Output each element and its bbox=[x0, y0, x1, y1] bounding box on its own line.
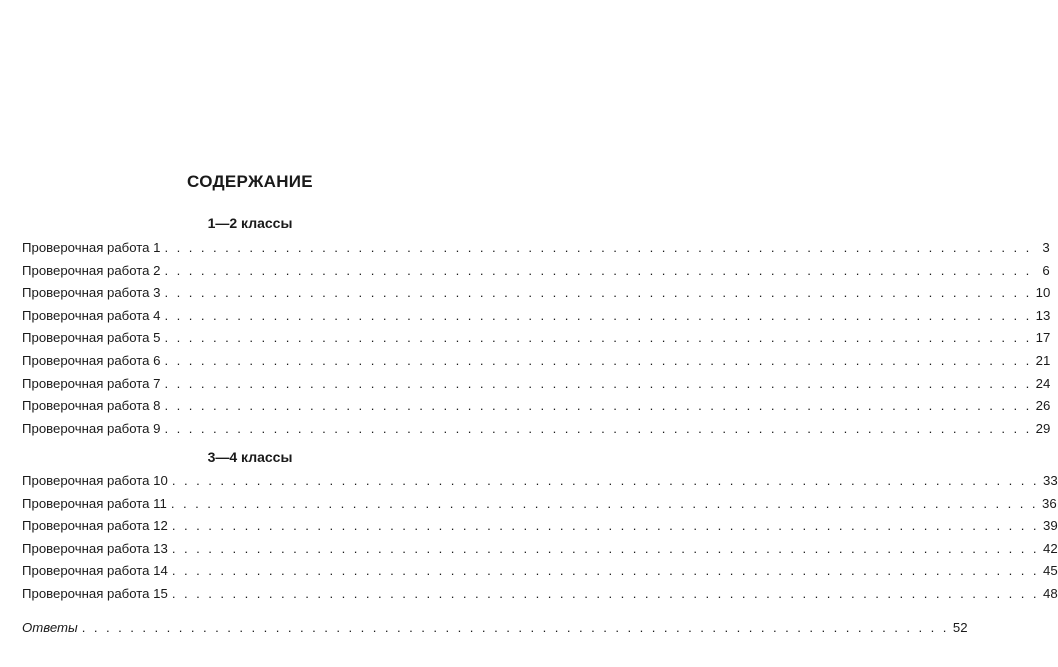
toc-entry-page-number: 42 bbox=[1042, 540, 1058, 556]
toc-entry bbox=[22, 538, 1058, 561]
toc-entry-label: Ответы bbox=[22, 620, 78, 635]
toc-entry bbox=[22, 583, 1058, 606]
dot-leader: . . . . . . . . . . . . . . . . . . . . . . . . . . . . . . . . . . . . . . . . . . . . . . . . . . . . . . . . . . . . . . . . . . . . . . . . bbox=[164, 330, 1032, 346]
toc-entry bbox=[22, 305, 1051, 328]
toc-entry bbox=[22, 327, 1051, 350]
toc-entry-page-number: 29 bbox=[1035, 420, 1051, 436]
dot-leader: . . . . . . . . . . . . . . . . . . . . . . . . . . . . . . . . . . . . . . . . . . . . . . . . . . . . . . . . . . . . . . . . . . . . . . . . bbox=[164, 352, 1032, 368]
section-heading-grades-3-4: 3—4 классы bbox=[207, 449, 293, 465]
toc-entry-label: Проверочная работа 11 bbox=[22, 495, 167, 511]
toc-entry-page-number: 3 bbox=[1042, 240, 1050, 255]
toc-entry-page-number: 21 bbox=[1035, 352, 1051, 368]
toc-entry bbox=[22, 493, 1057, 516]
toc-entry-page-number: 26 bbox=[1035, 398, 1051, 414]
toc-entry-page-number: 36 bbox=[1042, 495, 1057, 511]
toc-entry-label: Проверочная работа 4 bbox=[22, 307, 161, 323]
toc-entry-page-number: 24 bbox=[1035, 375, 1051, 391]
dot-leader: . . . . . . . . . . . . . . . . . . . . . . . . . . . . . . . . . . . . . . . . . . . . . . . . . . . . . . . . . . . . . . . . . . . . . . . . bbox=[164, 240, 1032, 255]
toc-entry-page-number: 6 bbox=[1042, 262, 1050, 278]
toc-entry bbox=[22, 515, 1058, 538]
toc-entry-label: Проверочная работа 15 bbox=[22, 585, 168, 601]
toc-entry-page-number: 39 bbox=[1042, 518, 1058, 534]
toc-entry bbox=[22, 395, 1051, 418]
toc-entry-label: Проверочная работа 3 bbox=[22, 285, 161, 301]
toc-entry-label: Проверочная работа 5 bbox=[22, 330, 161, 346]
toc-list-grades-1-2 bbox=[22, 237, 1051, 440]
toc-entry-page-number: 17 bbox=[1035, 330, 1051, 346]
toc-entry bbox=[22, 282, 1051, 305]
toc-list-answers bbox=[22, 617, 968, 640]
toc-entry-label: Проверочная работа 6 bbox=[22, 352, 161, 368]
toc-entry bbox=[22, 350, 1051, 373]
dot-leader: . . . . . . . . . . . . . . . . . . . . . . . . . . . . . . . . . . . . . . . . . . . . . . . . . . . . . . . . . . . . . . . . . . . . . . . . bbox=[164, 307, 1032, 323]
toc-entry bbox=[22, 560, 1058, 583]
toc-entry-label: Проверочная работа 13 bbox=[22, 540, 168, 556]
toc-entry-label: Проверочная работа 7 bbox=[22, 375, 161, 391]
toc-entry-page-number: 33 bbox=[1042, 473, 1058, 488]
toc-entry-page-number: 13 bbox=[1035, 307, 1051, 323]
section-heading-grades-1-2: 1—2 классы bbox=[207, 215, 293, 231]
dot-leader: . . . . . . . . . . . . . . . . . . . . . . . . . . . . . . . . . . . . . . . . . . . . . . . . . . . . . . . . . . . . . . . . . . . . . . . . bbox=[164, 262, 1032, 278]
toc-entry-label: Проверочная работа 14 bbox=[22, 563, 168, 579]
toc-entry-label: Проверочная работа 12 bbox=[22, 518, 168, 534]
toc-entry-label: Проверочная работа 10 bbox=[22, 473, 168, 488]
dot-leader: . . . . . . . . . . . . . . . . . . . . . . . . . . . . . . . . . . . . . . . . . . . . . . . . . . . . . . . . . . . . . . . . . . . . . . . . bbox=[171, 518, 1039, 534]
dot-leader: . . . . . . . . . . . . . . . . . . . . . . . . . . . . . . . . . . . . . . . . . . . . . . . . . . . . . . . . . . . . . . . . . . . . . . . . bbox=[171, 540, 1039, 556]
toc-entry-label: Проверочная работа 2 bbox=[22, 262, 161, 278]
toc-entry-label: Проверочная работа 1 bbox=[22, 240, 161, 255]
toc-entry bbox=[22, 373, 1051, 396]
toc-entry-page-number: 48 bbox=[1042, 585, 1058, 601]
toc-entry-label: Проверочная работа 8 bbox=[22, 398, 161, 414]
page-title: СОДЕРЖАНИЕ bbox=[187, 172, 313, 191]
toc-entry-page-number: 45 bbox=[1042, 563, 1058, 579]
dot-leader: . . . . . . . . . . . . . . . . . . . . . . . . . . . . . . . . . . . . . . . . . . . . . . . . . . . . . . . . . . . . . . . . . . . . . . . . bbox=[164, 420, 1032, 436]
dot-leader: . . . . . . . . . . . . . . . . . . . . . . . . . . . . . . . . . . . . . . . . . . . . . . . . . . . . . . . . . . . . . . . . . . . . . . . . bbox=[171, 563, 1039, 579]
dot-leader: . . . . . . . . . . . . . . . . . . . . . . . . . . . . . . . . . . . . . . . . . . . . . . . . . . . . . . . . . . . . . . . . . . . . . . . . bbox=[164, 398, 1032, 414]
toc-entry bbox=[22, 237, 1050, 260]
toc-entry bbox=[22, 418, 1051, 441]
toc-entry-page-number: 10 bbox=[1035, 285, 1051, 301]
toc-entry bbox=[22, 470, 1058, 493]
dot-leader: . . . . . . . . . . . . . . . . . . . . . . . . . . . . . . . . . . . . . . . . . . . . . . . . . . . . . . . . . . . . . . . . . . . . . . . . bbox=[171, 473, 1039, 488]
dot-leader: . . . . . . . . . . . . . . . . . . . . . . . . . . . . . . . . . . . . . . . . . . . . . . . . . . . . . . . . . . . . . . . . . . . . . . . . bbox=[164, 375, 1032, 391]
dot-leader: . . . . . . . . . . . . . . . . . . . . . . . . . . . . . . . . . . . . . . . . . . . . . . . . . . . . . . . . . . . . . . . . . . . . . . . . bbox=[171, 585, 1039, 601]
toc-entry bbox=[22, 617, 968, 640]
dot-leader: . . . . . . . . . . . . . . . . . . . . . . . . . . . . . . . . . . . . . . . . . . . . . . . . . . . . . . . . . . . . . . . . . . . . . . . . bbox=[170, 495, 1038, 511]
dot-leader: . . . . . . . . . . . . . . . . . . . . . . . . . . . . . . . . . . . . . . . . . . . . . . . . . . . . . . . . . . . . . . . . . . . . . . . . bbox=[81, 620, 949, 635]
toc-entry bbox=[22, 260, 1050, 283]
toc-entry-page-number: 52 bbox=[952, 620, 968, 635]
toc-entry-label: Проверочная работа 9 bbox=[22, 420, 161, 436]
dot-leader: . . . . . . . . . . . . . . . . . . . . . . . . . . . . . . . . . . . . . . . . . . . . . . . . . . . . . . . . . . . . . . . . . . . . . . . . bbox=[164, 285, 1032, 301]
toc-list-grades-3-4 bbox=[22, 470, 1058, 606]
